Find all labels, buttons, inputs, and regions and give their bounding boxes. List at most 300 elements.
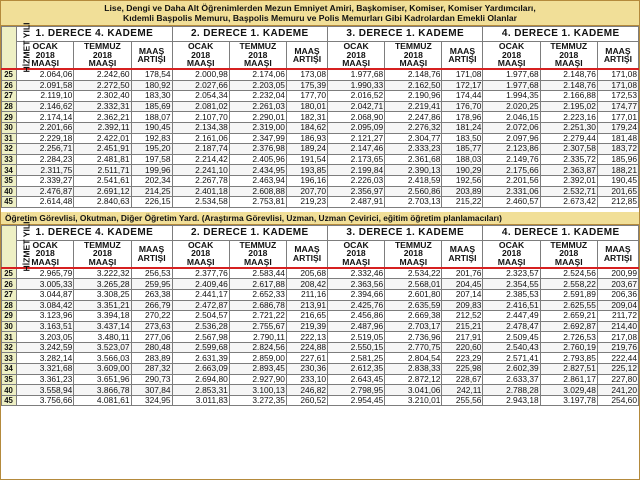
- grade-group-header: 2. DERECE 1. KADEME: [172, 225, 327, 240]
- salary-cell: 2.550,15: [328, 342, 385, 353]
- salary-cell: 2.174,06: [229, 69, 286, 80]
- salary-cell: 2.335,72: [540, 154, 597, 165]
- salary-cell: 2.487,96: [328, 321, 385, 332]
- table-row: [2, 289, 639, 300]
- salary-cell: 2.721,22: [229, 311, 286, 322]
- increase-cell: 173,08: [286, 69, 327, 80]
- salary-cell: 2.199,84: [328, 165, 385, 176]
- salary-cell: 2.798,95: [328, 385, 385, 396]
- january-salary-header: [172, 240, 229, 268]
- increase-cell: 222,13: [286, 332, 327, 343]
- increase-cell: 171,08: [442, 69, 483, 80]
- salary-cell: 2.242,60: [74, 69, 131, 80]
- salary-cell: 2.201,66: [17, 122, 74, 133]
- header-line: MAAŞI: [244, 58, 272, 69]
- header-line: TEMMUZ: [239, 41, 277, 52]
- increase-cell: 178,96: [442, 112, 483, 123]
- salary-cell: 2.046,15: [483, 112, 540, 123]
- service-year-cell: 40: [2, 186, 17, 197]
- increase-cell: 191,54: [286, 154, 327, 165]
- salary-cell: 2.793,85: [540, 353, 597, 364]
- increase-cell: 199,96: [131, 165, 172, 176]
- salary-increase-header: [597, 240, 638, 268]
- salary-cell: 2.534,22: [385, 268, 442, 279]
- grade-group-header: 2. DERECE 1. KADEME: [172, 27, 327, 42]
- increase-cell: 174,44: [442, 91, 483, 102]
- salary-cell: 2.376,98: [229, 144, 286, 155]
- salary-cell: 2.356,97: [328, 186, 385, 197]
- increase-cell: 188,21: [597, 165, 638, 176]
- salary-cell: 2.149,76: [483, 154, 540, 165]
- header-line: MAAŞI: [342, 256, 370, 267]
- increase-cell: 196,16: [286, 175, 327, 186]
- salary-cell: 2.633,37: [483, 374, 540, 385]
- header-line: ARTIŞI: [448, 54, 477, 64]
- increase-cell: 214,25: [131, 186, 172, 197]
- table-row: [2, 268, 639, 279]
- increase-cell: 177,70: [286, 91, 327, 102]
- header-line: TEMMUZ: [550, 41, 588, 52]
- salary-cell: 2.134,38: [172, 122, 229, 133]
- salary-cell: 2.256,71: [17, 144, 74, 155]
- salary-cell: 2.339,27: [17, 175, 74, 186]
- increase-cell: 200,99: [597, 268, 638, 279]
- header-line: MAAŞI: [497, 58, 526, 69]
- salary-cell: 1.994,35: [483, 91, 540, 102]
- salary-cell: 2.838,33: [385, 364, 442, 375]
- service-year-cell: 31: [2, 133, 17, 144]
- table-row: [2, 175, 639, 186]
- salary-increase-header: [131, 42, 172, 70]
- table-row: [2, 133, 639, 144]
- salary-cell: 2.332,31: [74, 101, 131, 112]
- salary-cell: 2.119,10: [17, 91, 74, 102]
- header-line: ARTIŞI: [448, 252, 477, 263]
- header-line: 2018: [559, 248, 579, 259]
- increase-cell: 201,65: [597, 186, 638, 197]
- salary-cell: 2.190,96: [385, 91, 442, 102]
- header-line: MAAŞI: [186, 58, 215, 69]
- header-line: MAAŞI: [554, 58, 583, 69]
- increase-cell: 290,73: [131, 374, 172, 385]
- service-year-cell: 35: [2, 374, 17, 385]
- increase-cell: 183,50: [442, 133, 483, 144]
- header-line: OCAK: [498, 41, 525, 52]
- increase-cell: 190,29: [442, 165, 483, 176]
- increase-cell: 209,04: [597, 300, 638, 311]
- salary-cell: 2.166,88: [540, 91, 597, 102]
- salary-cell: 2.753,81: [229, 197, 286, 208]
- service-year-cell: 28: [2, 101, 17, 112]
- increase-cell: 230,36: [286, 364, 327, 375]
- salary-cell: 3.011,83: [172, 395, 229, 406]
- header-line: OCAK: [343, 239, 369, 250]
- increase-cell: 270,22: [131, 311, 172, 322]
- increase-cell: 287,32: [131, 364, 172, 375]
- increase-cell: 180,92: [131, 80, 172, 91]
- increase-cell: 211,72: [597, 311, 638, 322]
- section1-table: [1, 22, 639, 208]
- increase-cell: 186,93: [286, 133, 327, 144]
- increase-cell: 222,44: [597, 353, 638, 364]
- salary-cell: 2.583,44: [229, 268, 286, 279]
- header-line: TEMMUZ: [239, 239, 277, 250]
- header-line: ARTIŞI: [292, 252, 322, 263]
- header-line: ARTIŞI: [137, 252, 166, 263]
- salary-cell: 2.788,28: [483, 385, 540, 396]
- salary-cell: 3.523,07: [74, 342, 131, 353]
- salary-cell: 2.943,18: [483, 395, 540, 406]
- salary-cell: 1.977,68: [483, 80, 540, 91]
- salary-cell: 2.020,25: [483, 101, 540, 112]
- salary-cell: 2.804,54: [385, 353, 442, 364]
- salary-cell: 2.476,87: [17, 186, 74, 197]
- table-row: [2, 342, 639, 353]
- salary-cell: 2.451,91: [74, 144, 131, 155]
- salary-cell: 2.027,66: [172, 80, 229, 91]
- salary-cell: 2.123,86: [483, 144, 540, 155]
- salary-cell: 2.617,88: [229, 279, 286, 290]
- header-line: MAAŞ: [449, 45, 476, 56]
- salary-cell: 2.416,51: [483, 300, 540, 311]
- increase-cell: 246,82: [286, 385, 327, 396]
- salary-cell: 3.361,23: [17, 374, 74, 385]
- table-row: [2, 311, 639, 322]
- table-row: [2, 154, 639, 165]
- salary-cell: 1.990,33: [328, 80, 385, 91]
- salary-cell: 2.790,11: [229, 332, 286, 343]
- increase-cell: 263,38: [131, 289, 172, 300]
- section1-caption-line2: Kıdemli Başpolis Memuru, Başpolis Memuru ve Polis Memurları Gibi Kadrolardan Emekli Olanlar: [123, 13, 517, 23]
- salary-cell: 2.229,18: [17, 133, 74, 144]
- increase-cell: 266,79: [131, 300, 172, 311]
- table-row: [2, 321, 639, 332]
- salary-cell: 3.203,05: [17, 332, 74, 343]
- salary-cell: 2.524,56: [540, 268, 597, 279]
- salary-cell: 2.487,91: [328, 197, 385, 208]
- service-year-cell: 31: [2, 332, 17, 343]
- salary-cell: 3.044,87: [17, 289, 74, 300]
- salary-cell: 2.472,87: [172, 300, 229, 311]
- salary-cell: 2.121,27: [328, 133, 385, 144]
- salary-cell: 2.853,31: [172, 385, 229, 396]
- salary-cell: 3.321,68: [17, 364, 74, 375]
- salary-cell: 2.405,96: [229, 154, 286, 165]
- salary-cell: 2.201,56: [483, 175, 540, 186]
- salary-cell: 2.054,34: [172, 91, 229, 102]
- table-row: [2, 364, 639, 375]
- salary-cell: 2.478,47: [483, 321, 540, 332]
- table-row: [2, 332, 639, 343]
- salary-cell: 2.872,12: [385, 374, 442, 385]
- increase-cell: 183,72: [597, 144, 638, 155]
- salary-cell: 2.635,59: [385, 300, 442, 311]
- salary-cell: 2.861,17: [540, 374, 597, 385]
- salary-cell: 2.511,71: [74, 165, 131, 176]
- salary-cell: 2.726,53: [540, 332, 597, 343]
- header-line: TEMMUZ: [84, 41, 121, 52]
- salary-cell: 2.631,39: [172, 353, 229, 364]
- salary-increase-header: [286, 240, 327, 268]
- salary-cell: 1.977,68: [483, 69, 540, 80]
- header-line: MAAŞI: [244, 256, 272, 267]
- header-line: 2018: [559, 49, 579, 60]
- increase-cell: 172,17: [442, 80, 483, 91]
- increase-cell: 181,24: [442, 122, 483, 133]
- salary-cell: 2.290,01: [229, 112, 286, 123]
- service-year-header: [2, 22, 32, 73]
- salary-cell: 3.005,33: [17, 279, 74, 290]
- salary-cell: 2.434,95: [229, 165, 286, 176]
- salary-increase-header: [597, 42, 638, 70]
- increase-cell: 184,62: [286, 122, 327, 133]
- header-line: MAAŞ: [294, 45, 320, 56]
- increase-cell: 182,31: [286, 112, 327, 123]
- header-line: TEMMUZ: [394, 41, 432, 52]
- salary-cell: 2.558,22: [540, 279, 597, 290]
- salary-cell: 2.331,06: [483, 186, 540, 197]
- july-salary-header: [540, 240, 597, 268]
- salary-cell: 2.447,49: [483, 311, 540, 322]
- service-year-cell: 34: [2, 165, 17, 176]
- increase-cell: 183,30: [131, 91, 172, 102]
- salary-cell: 2.147,46: [328, 144, 385, 155]
- salary-cell: 3.029,48: [540, 385, 597, 396]
- service-year-cell: 40: [2, 385, 17, 396]
- header-line: MAAŞI: [31, 58, 60, 69]
- salary-cell: 3.480,11: [74, 332, 131, 343]
- service-year-cell: 27: [2, 91, 17, 102]
- salary-cell: 2.091,58: [17, 80, 74, 91]
- increase-cell: 174,77: [597, 101, 638, 112]
- salary-cell: 2.161,06: [172, 133, 229, 144]
- july-salary-header: [229, 240, 286, 268]
- increase-cell: 202,34: [131, 175, 172, 186]
- increase-cell: 273,63: [131, 321, 172, 332]
- service-year-cell: 30: [2, 122, 17, 133]
- salary-cell: 2.223,16: [540, 112, 597, 123]
- january-salary-header: [172, 42, 229, 70]
- increase-cell: 190,45: [131, 122, 172, 133]
- salary-cell: 2.601,80: [385, 289, 442, 300]
- salary-cell: 3.210,01: [385, 395, 442, 406]
- header-line: 2018: [346, 49, 366, 60]
- salary-cell: 2.354,55: [483, 279, 540, 290]
- increase-cell: 216,65: [286, 311, 327, 322]
- salary-cell: 2.481,81: [74, 154, 131, 165]
- increase-cell: 214,40: [597, 321, 638, 332]
- header-line: ARTIŞI: [137, 54, 166, 64]
- salary-cell: 3.351,21: [74, 300, 131, 311]
- table-row: [2, 69, 639, 80]
- increase-cell: 203,67: [597, 279, 638, 290]
- service-year-cell: 35: [2, 175, 17, 186]
- increase-cell: 277,06: [131, 332, 172, 343]
- salary-cell: 3.394,18: [74, 311, 131, 322]
- salary-cell: 2.532,71: [540, 186, 597, 197]
- salary-cell: 2.441,17: [172, 289, 229, 300]
- salary-cell: 2.148,76: [540, 80, 597, 91]
- salary-cell: 2.232,04: [229, 91, 286, 102]
- grade-group-header: 3. DERECE 1. KADEME: [328, 27, 483, 42]
- increase-cell: 233,10: [286, 374, 327, 385]
- salary-cell: 2.148,76: [540, 69, 597, 80]
- salary-cell: 2.394,66: [328, 289, 385, 300]
- header-line: TEMMUZ: [84, 239, 121, 250]
- increase-cell: 175,39: [286, 80, 327, 91]
- service-year-cell: 32: [2, 342, 17, 353]
- salary-cell: 2.643,45: [328, 374, 385, 385]
- salary-cell: 2.519,05: [328, 332, 385, 343]
- salary-cell: 2.534,58: [172, 197, 229, 208]
- salary-cell: 2.540,43: [483, 342, 540, 353]
- increase-cell: 283,89: [131, 353, 172, 364]
- increase-cell: 181,48: [597, 133, 638, 144]
- increase-cell: 188,03: [442, 154, 483, 165]
- increase-cell: 190,45: [597, 175, 638, 186]
- increase-cell: 220,60: [442, 342, 483, 353]
- header-line: MAAŞ: [605, 244, 631, 255]
- header-line: OCAK: [188, 41, 214, 52]
- header-line: 2018: [403, 248, 423, 259]
- salary-cell: 2.311,75: [17, 165, 74, 176]
- salary-cell: 2.418,59: [385, 175, 442, 186]
- increase-cell: 206,36: [597, 289, 638, 300]
- increase-cell: 256,53: [131, 268, 172, 279]
- table-row: [2, 165, 639, 176]
- increase-cell: 207,14: [442, 289, 483, 300]
- salary-cell: 2.602,39: [483, 364, 540, 375]
- salary-cell: 2.625,55: [540, 300, 597, 311]
- salary-cell: 2.954,45: [328, 395, 385, 406]
- salary-increase-header: [442, 42, 483, 70]
- salary-cell: 2.827,51: [540, 364, 597, 375]
- increase-cell: 213,91: [286, 300, 327, 311]
- service-year-cell: 25: [2, 268, 17, 279]
- salary-cell: 3.163,51: [17, 321, 74, 332]
- section2-table: [1, 221, 639, 407]
- increase-cell: 188,07: [131, 112, 172, 123]
- service-year-cell: 27: [2, 289, 17, 300]
- salary-cell: 2.409,46: [172, 279, 229, 290]
- salary-cell: 2.927,90: [229, 374, 286, 385]
- salary-cell: 2.081,02: [172, 101, 229, 112]
- header-line: MAAŞ: [449, 244, 476, 255]
- header-line: 2018: [403, 49, 423, 60]
- july-salary-header: [229, 42, 286, 70]
- grade-group-header: 1. DERECE 4. KADEME: [17, 27, 172, 42]
- increase-cell: 179,24: [597, 122, 638, 133]
- salary-cell: 2.261,03: [229, 101, 286, 112]
- increase-cell: 219,23: [286, 197, 327, 208]
- salary-cell: 3.242,59: [17, 342, 74, 353]
- table-row: [2, 80, 639, 91]
- salary-cell: 2.608,88: [229, 186, 286, 197]
- salary-cell: 2.000,98: [172, 69, 229, 80]
- increase-cell: 176,70: [442, 101, 483, 112]
- increase-cell: 205,68: [286, 268, 327, 279]
- service-year-cell: 30: [2, 321, 17, 332]
- table-row: [2, 112, 639, 123]
- increase-cell: 212,52: [442, 311, 483, 322]
- salary-cell: 2.673,42: [540, 197, 597, 208]
- salary-cell: 2.226,03: [328, 175, 385, 186]
- service-year-cell: 29: [2, 311, 17, 322]
- salary-cell: 3.222,32: [74, 268, 131, 279]
- salary-cell: 2.824,56: [229, 342, 286, 353]
- salary-cell: 2.652,33: [229, 289, 286, 300]
- salary-cell: 2.401,18: [172, 186, 229, 197]
- increase-cell: 226,15: [131, 197, 172, 208]
- header-line: MAAŞI: [88, 58, 117, 69]
- salary-cell: 3.123,96: [17, 311, 74, 322]
- table-row: [2, 279, 639, 290]
- header-line: ARTIŞI: [292, 54, 322, 64]
- increase-cell: 203,89: [442, 186, 483, 197]
- header-line: MAAŞ: [138, 45, 165, 56]
- table-row: [2, 395, 639, 406]
- header-line: 2018: [248, 49, 268, 60]
- header-line: MAAŞI: [399, 256, 428, 267]
- salary-cell: 2.893,45: [229, 364, 286, 375]
- increase-cell: 225,98: [442, 364, 483, 375]
- increase-cell: 255,56: [442, 395, 483, 406]
- increase-cell: 211,16: [286, 289, 327, 300]
- increase-cell: 172,53: [597, 91, 638, 102]
- salary-cell: 2.669,38: [385, 311, 442, 322]
- increase-cell: 207,70: [286, 186, 327, 197]
- table-row: [2, 385, 639, 396]
- header-line: 2018: [248, 248, 268, 259]
- salary-cell: 2.362,21: [74, 112, 131, 123]
- service-year-header-label: HİZMET YILI: [21, 22, 32, 73]
- service-year-cell: 26: [2, 80, 17, 91]
- increase-cell: 217,91: [442, 332, 483, 343]
- salary-cell: 2.691,12: [74, 186, 131, 197]
- salary-cell: 2.195,02: [540, 101, 597, 112]
- salary-cell: 3.866,78: [74, 385, 131, 396]
- grade-group-header: 1. DERECE 4. KADEME: [17, 225, 172, 240]
- salary-cell: 2.840,63: [74, 197, 131, 208]
- increase-cell: 215,22: [442, 197, 483, 208]
- salary-cell: 3.100,13: [229, 385, 286, 396]
- header-line: MAAŞI: [554, 256, 583, 267]
- service-year-cell: 26: [2, 279, 17, 290]
- salary-cell: 3.756,66: [17, 395, 74, 406]
- salary-cell: 2.219,41: [385, 101, 442, 112]
- increase-cell: 195,20: [131, 144, 172, 155]
- increase-cell: 208,42: [286, 279, 327, 290]
- salary-cell: 1.977,68: [328, 69, 385, 80]
- salary-cell: 2.377,76: [172, 268, 229, 279]
- increase-cell: 254,60: [597, 395, 638, 406]
- salary-cell: 2.659,21: [540, 311, 597, 322]
- header-line: MAAŞ: [605, 45, 631, 56]
- salary-cell: 2.042,71: [328, 101, 385, 112]
- salary-cell: 2.363,56: [328, 279, 385, 290]
- header-line: 2018: [92, 248, 112, 259]
- section1-caption: [1, 1, 639, 26]
- salary-cell: 2.174,14: [17, 112, 74, 123]
- salary-cell: 2.591,89: [540, 289, 597, 300]
- salary-cell: 2.095,09: [328, 122, 385, 133]
- salary-cell: 2.319,00: [229, 122, 286, 133]
- increase-cell: 178,54: [131, 69, 172, 80]
- header-line: 2018: [191, 248, 211, 259]
- increase-cell: 201,76: [442, 268, 483, 279]
- service-year-cell: 32: [2, 144, 17, 155]
- salary-cell: 2.302,40: [74, 91, 131, 102]
